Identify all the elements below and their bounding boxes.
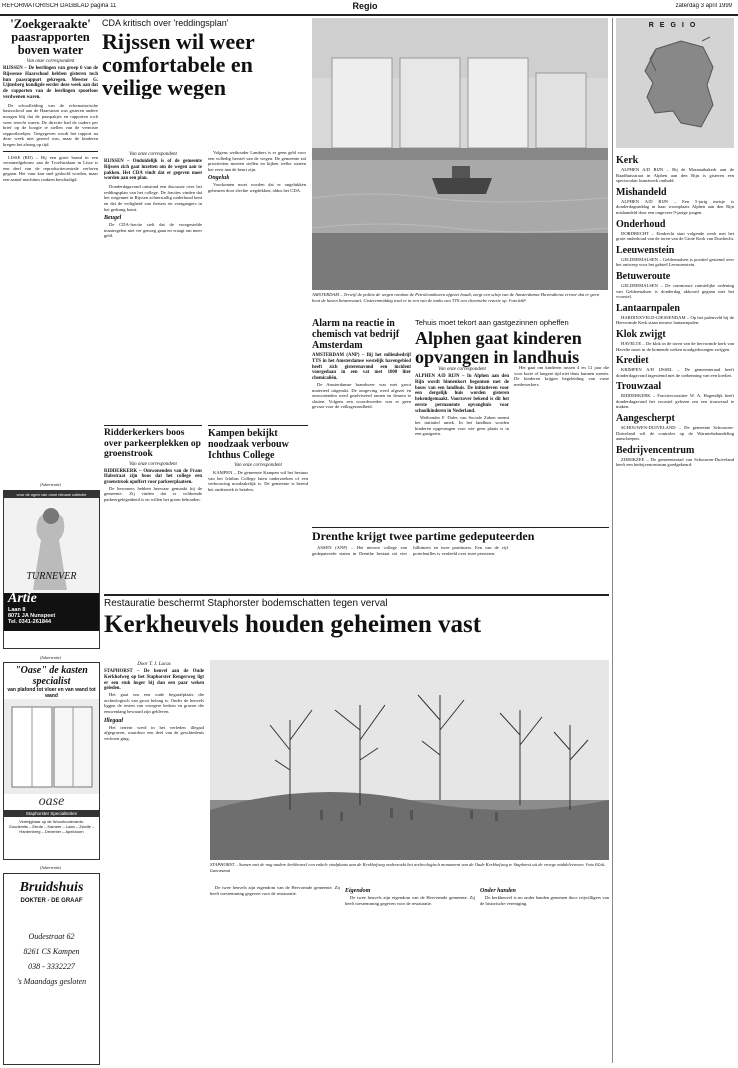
- regio-banner: [616, 18, 734, 148]
- article-headline: Drenthe krijgt twee partime gedeputeerden: [312, 529, 535, 543]
- cabinet-photo: [4, 699, 99, 794]
- caption-text: STAPHORST – Samen met de nog andere kerkheuvel een enkele vindplaats aan de Kerkhofweg onderzoekt het archeologisch monument van de Oude Kerkhofweg te Staphorst uit de vroege middeleeuwen.: [210, 862, 585, 867]
- regio-item: [616, 445, 734, 468]
- article-body2: Voorkomen moet worden dat er ongelukken gebeuren door slechte wegdekken, aldus het CDA.: [208, 182, 306, 193]
- subhead: Ongeluk: [208, 175, 230, 182]
- article-kicker: CDA kritisch over 'reddingsplan': [102, 18, 229, 28]
- article-headline: Ridderkerkers boos over parkeerplekken op groenstrook: [104, 428, 201, 459]
- ridderkerk-article: [104, 425, 202, 590]
- article-kicker: Restauratie beschermt Staphorster bodemschatten tegen verval: [104, 598, 388, 609]
- item-title: Klok zwijgt: [616, 328, 666, 340]
- kerk-col-a: [104, 660, 204, 1060]
- article-headline: Kampen bekijkt noodzaak verbouw Ichthus College: [208, 428, 289, 461]
- article-body3: De twee heuvels zijn eigendom van de Hervormde gemeente. Zij heeft toestemming gegeven voor de restauratie.: [210, 885, 340, 896]
- regio-item: [616, 329, 734, 352]
- byline: Van onze correspondent: [129, 152, 177, 157]
- ad-subtitle: van plafond tot vloer en van wand tot wand: [7, 687, 96, 699]
- article-body: Het gaat om een oude begraafplaats die archeologisch van groot belang is. Onder de heuvels liggen de resten van vroegere kerken en graven die eeuwenlang bewaard zijn gebleven.: [104, 692, 204, 714]
- header-date: zaterdag 3 april 1999: [675, 3, 732, 9]
- rijssen-col-a: [104, 150, 202, 415]
- article-lead: RIJSSEN – Onduidelijk is of de gemeente Rijssen zich gaat inzetten om de wegen aan te pakken. Het CDA vindt dat er gegeven moet worden aan een plan.: [104, 159, 202, 182]
- article-body: KAMPEN – De gemeente Kampen wil het bestuur van het Ichthus College laten onderzoeken of een verbouwing noodzakelijk is. De gemeente is bereid het onderzoek te betalen.: [208, 470, 308, 492]
- ad-brand: TURNEVER: [26, 571, 77, 582]
- ad-note: 's Maandags gesloten: [16, 977, 87, 986]
- item-title: Mishandeld: [616, 186, 667, 198]
- item-text: KRIMPEN A/D IJSSEL – De gemeenteraad heeft donderdagavond ingestemd met de toekenning van een krediet.: [616, 367, 734, 378]
- article-body: Donderdagavond ontstond een discussie over het reddingsplan van het college. De fracties vinden dat het wegennet in Rijssen achterstallig onderhoud kent en dat de veiligheid van fietsers en voetgangers in het gedrang komt.: [104, 184, 202, 212]
- header-left: REFORMATORISCH DAGBLAD pagina 11: [2, 3, 117, 9]
- article-body2: De CDA-fractie stelt dat de voorgestelde maatregelen niet ver genoeg gaan en vraagt om meer geld.: [104, 222, 202, 239]
- subhead: Onder handen: [480, 888, 516, 894]
- banner-label: REGIO: [648, 22, 702, 29]
- article-headline: Rijssen wil weer comfortabele en veilige wegen: [102, 29, 255, 99]
- item-text: GELDERMALSEN – De commissie ruimtelijke ordening van Geldermalsen is donderdag akkoord gegaan met het voorstel.: [616, 282, 734, 300]
- article-body: De Amsterdamse brandweer was met groot materieel uitgerukt. De omgeving werd afgezet en omwonenden werd geadviseerd ramen en deuren te sluiten. Volgens een woordvoerder was er geen gevaar voor de volksgezondheid.: [312, 381, 411, 410]
- article-lisse: LISSE (RD) – Bij een grote brand in een verzamelgebouw aan de Troelstralaan in Lisse is een deel van de reproductiecentrale verloren gegaan. Het vuur kon snel gedoofd worden, maar een aantal machines raakten beschadigd.: [3, 154, 98, 182]
- item-title: Onderhoud: [616, 218, 666, 230]
- article-body: Wethouder F. Dales van Sociale Zaken noemt het initiatief uniek. In het landhuis worden kinderen opgevangen voor wie geen plaats is in een gastgezin.: [415, 414, 509, 437]
- ad-owner: DOKTER - DE GRAAF: [20, 898, 83, 904]
- byline: Van onze correspondent: [26, 59, 75, 64]
- regio-item: [616, 271, 734, 300]
- regio-item: [616, 245, 734, 268]
- regio-news-list: [616, 152, 734, 1064]
- article-lead: RIDDERKERK – Omwonenden van de Frans Halsstraat zijn boos dat het college een groenstrook opoffert voor parkeerplaatsen.: [104, 468, 202, 486]
- item-title: Aangescherpt: [616, 413, 675, 425]
- photo-caption: [210, 862, 609, 882]
- rijssen-col-b: [208, 150, 306, 420]
- churchyard-photo: [210, 660, 609, 860]
- ad-street: Oudestraat 62: [28, 932, 75, 941]
- subhead: Beugel: [104, 215, 122, 222]
- ad-city: 8261 CS Kampen: [23, 947, 80, 956]
- article-body4: De kerkheuvel is nu onder handen genomen door vrijwilligers van de historische vereniging.: [480, 895, 609, 906]
- item-title: Krediet: [616, 355, 649, 367]
- regio-item: [616, 413, 734, 442]
- article-body-extra: De twee heuvels zijn eigendom van de Hervormde gemeente. Zij heeft toestemming gegeven voor de restauratie.: [345, 895, 475, 906]
- adv-label: (Advertentie): [39, 655, 62, 660]
- ad-address1: Laan 8: [8, 607, 26, 613]
- caption-text: AMSTERDAM – Terwijl de politie de wegen rondom de Petroleumhaven afgezet houdt, zorgt een schip van de Amsterdamse Havendienst ervoor dat er geen boot de haven binnenvaart. Gisterenmiddag trad er in een van de tanks van TTS een chemische reactie op.: [312, 292, 600, 303]
- item-title: Lantaarnpalen: [616, 302, 680, 314]
- ad-phone: 038 - 3332227: [28, 962, 75, 971]
- item-title: Betuweroute: [616, 270, 671, 282]
- article-headline: Kerkheuvels houden geheimen vast: [104, 611, 482, 638]
- regio-item: [616, 219, 734, 242]
- article-lead: AMSTERDAM (ANP) – Bij het milieubedrijf TTS in het Amsterdamse westelijk havengebied heeft zich gisterenavond een incident voorgedaan in een vat met 1000 liter chemicaliën.: [312, 353, 411, 382]
- kerk-col-d: [480, 885, 609, 1065]
- article-body: De schoolleiding van de reformatorische basisschool aan de Haarstraat was gisteren andere morgen blij dat de paaspakjes en rapporten toch weer terecht waren. De directie had de ouders per brief op de hoogte te stellen van de vermiste rapportboekjes. Toegegeven wordt het rapport na deze week niet gereed was, maar de kinderen kregen het alsnog op tijd.: [3, 102, 98, 147]
- adv-label: (Advertentie): [39, 482, 62, 487]
- section-title: Regio: [352, 1, 378, 11]
- col1-headline: 'Zoekgeraakte' paasrapporten boven water: [10, 18, 91, 57]
- item-title: Trouwzaal: [616, 381, 662, 393]
- article-kicker: Tehuis moet tekort aan gastgezinnen opheffen: [415, 318, 569, 327]
- regio-item: [616, 187, 734, 216]
- regio-item: [616, 303, 734, 326]
- article-body: ASSEN (ANP) – Het nieuwe college van gedeputeerde staten in Drenthe bestaat uit vier fulltimers en twee parttimers. Een van de vijf portefeuilles is verdeeld over twee personen.: [312, 545, 508, 556]
- ad-title: "Oase" de kasten specialist: [15, 665, 88, 687]
- article-headline: Alphen gaat kinderen opvangen in landhuis: [415, 328, 582, 367]
- ad-address2: 8071 JA Nunspeet: [8, 613, 56, 619]
- ad-tag: Staphorster Specialiteiten: [4, 810, 99, 817]
- byline: Van onze correspondent: [438, 367, 486, 372]
- item-text: ZIERIKZEE – De gemeenteraad van Schouwen-Duiveland heeft een bedrijvencentrum goedgekeurd.: [616, 456, 734, 468]
- item-text: DORDRECHT – Eindrecht start volgende week met het grote onderhoud van de toren van de Grote Kerk van Dordrecht.: [616, 230, 734, 242]
- alphen-col-a: [415, 365, 509, 523]
- ad-line2: Goudsmits – Eerde – Kameer – Laan – Zwolle – Hardenberg – Deventer – Apeldoorn: [8, 824, 95, 834]
- alphen-article: [415, 318, 609, 367]
- item-text: SCHOUWEN-DUIVELAND – De gemeente Schouwen-Duiveland wil de controles op de Warmtebehandeling aanscherpen.: [616, 425, 734, 442]
- article-body: Volgens wethouder Lambers is er geen geld voor een volledig herstel van de wegen. De gemeente zal prioriteiten moeten stellen en kijken welke straten het eerst aan de beurt zijn.: [208, 150, 306, 172]
- regio-item: [616, 155, 734, 184]
- alphen-col-b: [514, 365, 609, 523]
- article-lead: RIJSSEN – De leerlingen van groep 6 van de Rijssense Haarschool hebben gisteren toch hun paasrapport gekregen. Meester G. Lijmsberg kondigde eerder deze week aan dat de rapporten van de leerlingen spoorloos verdwenen waren.: [3, 66, 98, 100]
- drenthe-article: [312, 527, 609, 591]
- byline: Van onze correspondent: [234, 463, 282, 468]
- article-body2: Het gaat om kinderen tussen 4 en 12 jaar die voor korte of langere tijd niet thuis kunnen wonen. De kinderen krijgen begeleiding van vaste medewerkers.: [514, 365, 609, 387]
- ad-title: Bruidshuis: [19, 880, 84, 895]
- col1-article: [3, 18, 98, 358]
- kampen-article: [208, 425, 308, 590]
- item-text: HAVELTE – De klok in de toren van de hervormde kerk van Havelte moet in de komende weken noodgedwongen zwijgen.: [616, 340, 734, 352]
- regio-item: [616, 381, 734, 410]
- kerk-col-b: [210, 885, 340, 1065]
- oase-ad: [3, 662, 100, 860]
- item-text: ALPHEN A/D RIJN – Een 5-jarig meisje is donderdagmiddag in haar woonplaats Alphen aan den Rijn mishandeld door een ongeveer 9-jarige jongen.: [616, 198, 734, 215]
- harbor-photo: [312, 18, 608, 290]
- subhead: Illegaal: [104, 717, 123, 724]
- kerkheuvels-article: [104, 594, 609, 638]
- photo-caption: [312, 292, 608, 316]
- article-lead: ALPHEN A/D RIJN – In Alphen aan den Rijn wordt binnenkort begonnen met de bouw van een landhuis. De initiatieven voor een dergelijk huis worden gisteren bekendgemaakt. Voorzover bekend is dit het eerste permanente opvanghuis voor schoolkinderen in Nederland.: [415, 374, 509, 414]
- bruidshuis-ad: [3, 873, 100, 1065]
- ad-line1: Verkrijgbaar op de Woonboulevards:: [19, 819, 84, 824]
- article-lead: STAPHORST – De heuvel aan de Oude Kerkhofweg op het Staphorster Rengerweg ligt er een stuk hoger bij dan een paar weken geleden.: [104, 669, 204, 692]
- item-text: RIDDERKERK – Fractievoorzitter W. A. Hagendijk heeft donderdagavond het voorstel gelezen om een trouwzaal te maken.: [616, 393, 734, 410]
- item-title: Kerk: [616, 155, 639, 166]
- subhead: Eigendom: [345, 888, 371, 894]
- adv-label: (Advertentie): [39, 865, 62, 870]
- kerk-col-c: [345, 885, 475, 1065]
- item-title: Leeuwenstein: [616, 244, 675, 256]
- ad-phone: Tel. 0341-261844: [8, 619, 52, 625]
- article-body: De bewoners hebben bezwaar gemaakt bij de gemeente. Zij vinden dat er voldoende parkeergelegenheid is en willen het groen behouden.: [104, 485, 202, 503]
- ad-logo: oase: [38, 794, 65, 809]
- photo-credit: Foto ANP: [508, 297, 527, 303]
- byline: Door T. J. Lucas: [137, 662, 171, 667]
- ad-shop-name: Artie: [8, 591, 37, 606]
- rijssen-article: [102, 18, 308, 99]
- netherlands-map-icon: [616, 29, 734, 139]
- article-body2: Het terrein werd in het verleden illegaal afgegraven, waardoor een deel van de geschiedenis verloren ging.: [104, 724, 204, 741]
- item-text: HARDINXVELD-GIESSENDAM – Op het palenveld bij de Hervormde Kerk staan nieuwe lantaarnpalen.: [616, 314, 734, 326]
- alarm-article: [312, 318, 411, 523]
- item-text: GELDERMALSEN – Geldermalsen is positief gestemd over het ontwerp voor het gebied Leeuwenstein.: [616, 256, 734, 268]
- artie-ad: [3, 490, 100, 649]
- photo-credit: Foto RD/A. Dunnewind: [210, 862, 606, 873]
- regio-item: [616, 355, 734, 378]
- item-title: Bedrijvencentrum: [616, 444, 695, 456]
- ad-tagline: voor de ogen van onze nieuwe collectie: [4, 491, 99, 498]
- item-text: ALPHEN A/D RIJN – Bij de Maranathakerk aan de Raadhuisstraat in Alphen aan den Rijn is gisteren een spectaculair kunstwerk onthuld.: [616, 167, 734, 184]
- byline: Van onze correspondent: [129, 461, 177, 467]
- article-headline: Alarm na reactie in chemisch vat bedrijf Amsterdam: [312, 318, 400, 351]
